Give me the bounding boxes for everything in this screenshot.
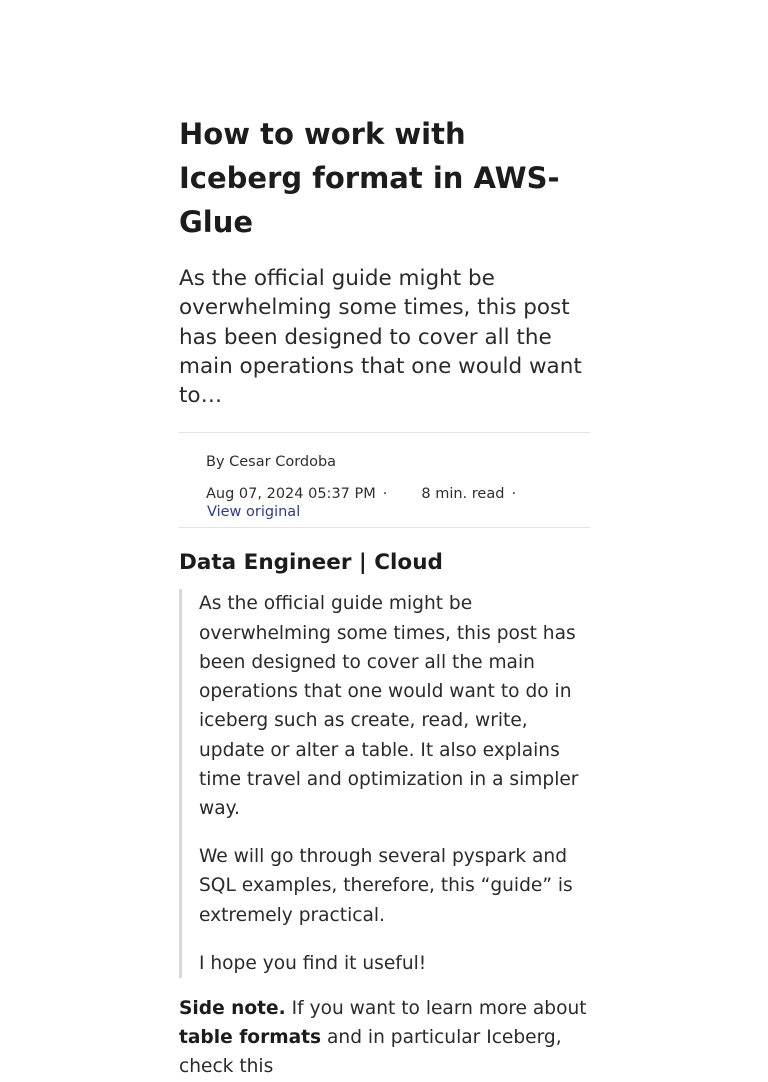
view-original-link[interactable]: View original bbox=[207, 504, 301, 521]
article bbox=[179, 112, 590, 1082]
separator-dot: · bbox=[511, 486, 517, 503]
article-subtitle: As the official guide might be overwhelming some times, this post has been designed to cover all the main operations that one would want to… bbox=[179, 266, 582, 409]
byline bbox=[179, 433, 590, 527]
article-title: How to work with Iceberg format in AWS-Glue bbox=[179, 117, 560, 239]
side-note-text: and in particular Iceberg, check this bbox=[179, 1027, 562, 1078]
quote-paragraph: We will go through several pyspark and SQL examples, therefore, this “guide” is extremely practical. bbox=[199, 846, 573, 926]
side-note bbox=[179, 994, 590, 1082]
separator-dot: · bbox=[382, 486, 388, 503]
read-time: 8 min. read bbox=[421, 486, 505, 503]
meta-row bbox=[206, 485, 590, 503]
publish-date: Aug 07, 2024 05:37 PM bbox=[206, 486, 376, 503]
section-heading: Data Engineer | Cloud bbox=[179, 550, 443, 576]
divider bbox=[179, 527, 590, 528]
quote-paragraph: I hope you find it useful! bbox=[199, 952, 427, 974]
author-name: By Cesar Cordoba bbox=[206, 454, 337, 471]
blockquote bbox=[179, 589, 590, 977]
side-note-label: Side note. bbox=[179, 997, 286, 1019]
side-note-bold-term: table formats bbox=[179, 1027, 322, 1049]
quote-paragraph: As the official guide might be overwhelming some times, this post has been designed to cover all the main operations that one would want to do in iceberg such as create, read, write, update or alter a table. It also explains time travel and optimization in a simpler way. bbox=[199, 593, 579, 819]
side-note-text: If you want to learn more about bbox=[285, 997, 587, 1019]
